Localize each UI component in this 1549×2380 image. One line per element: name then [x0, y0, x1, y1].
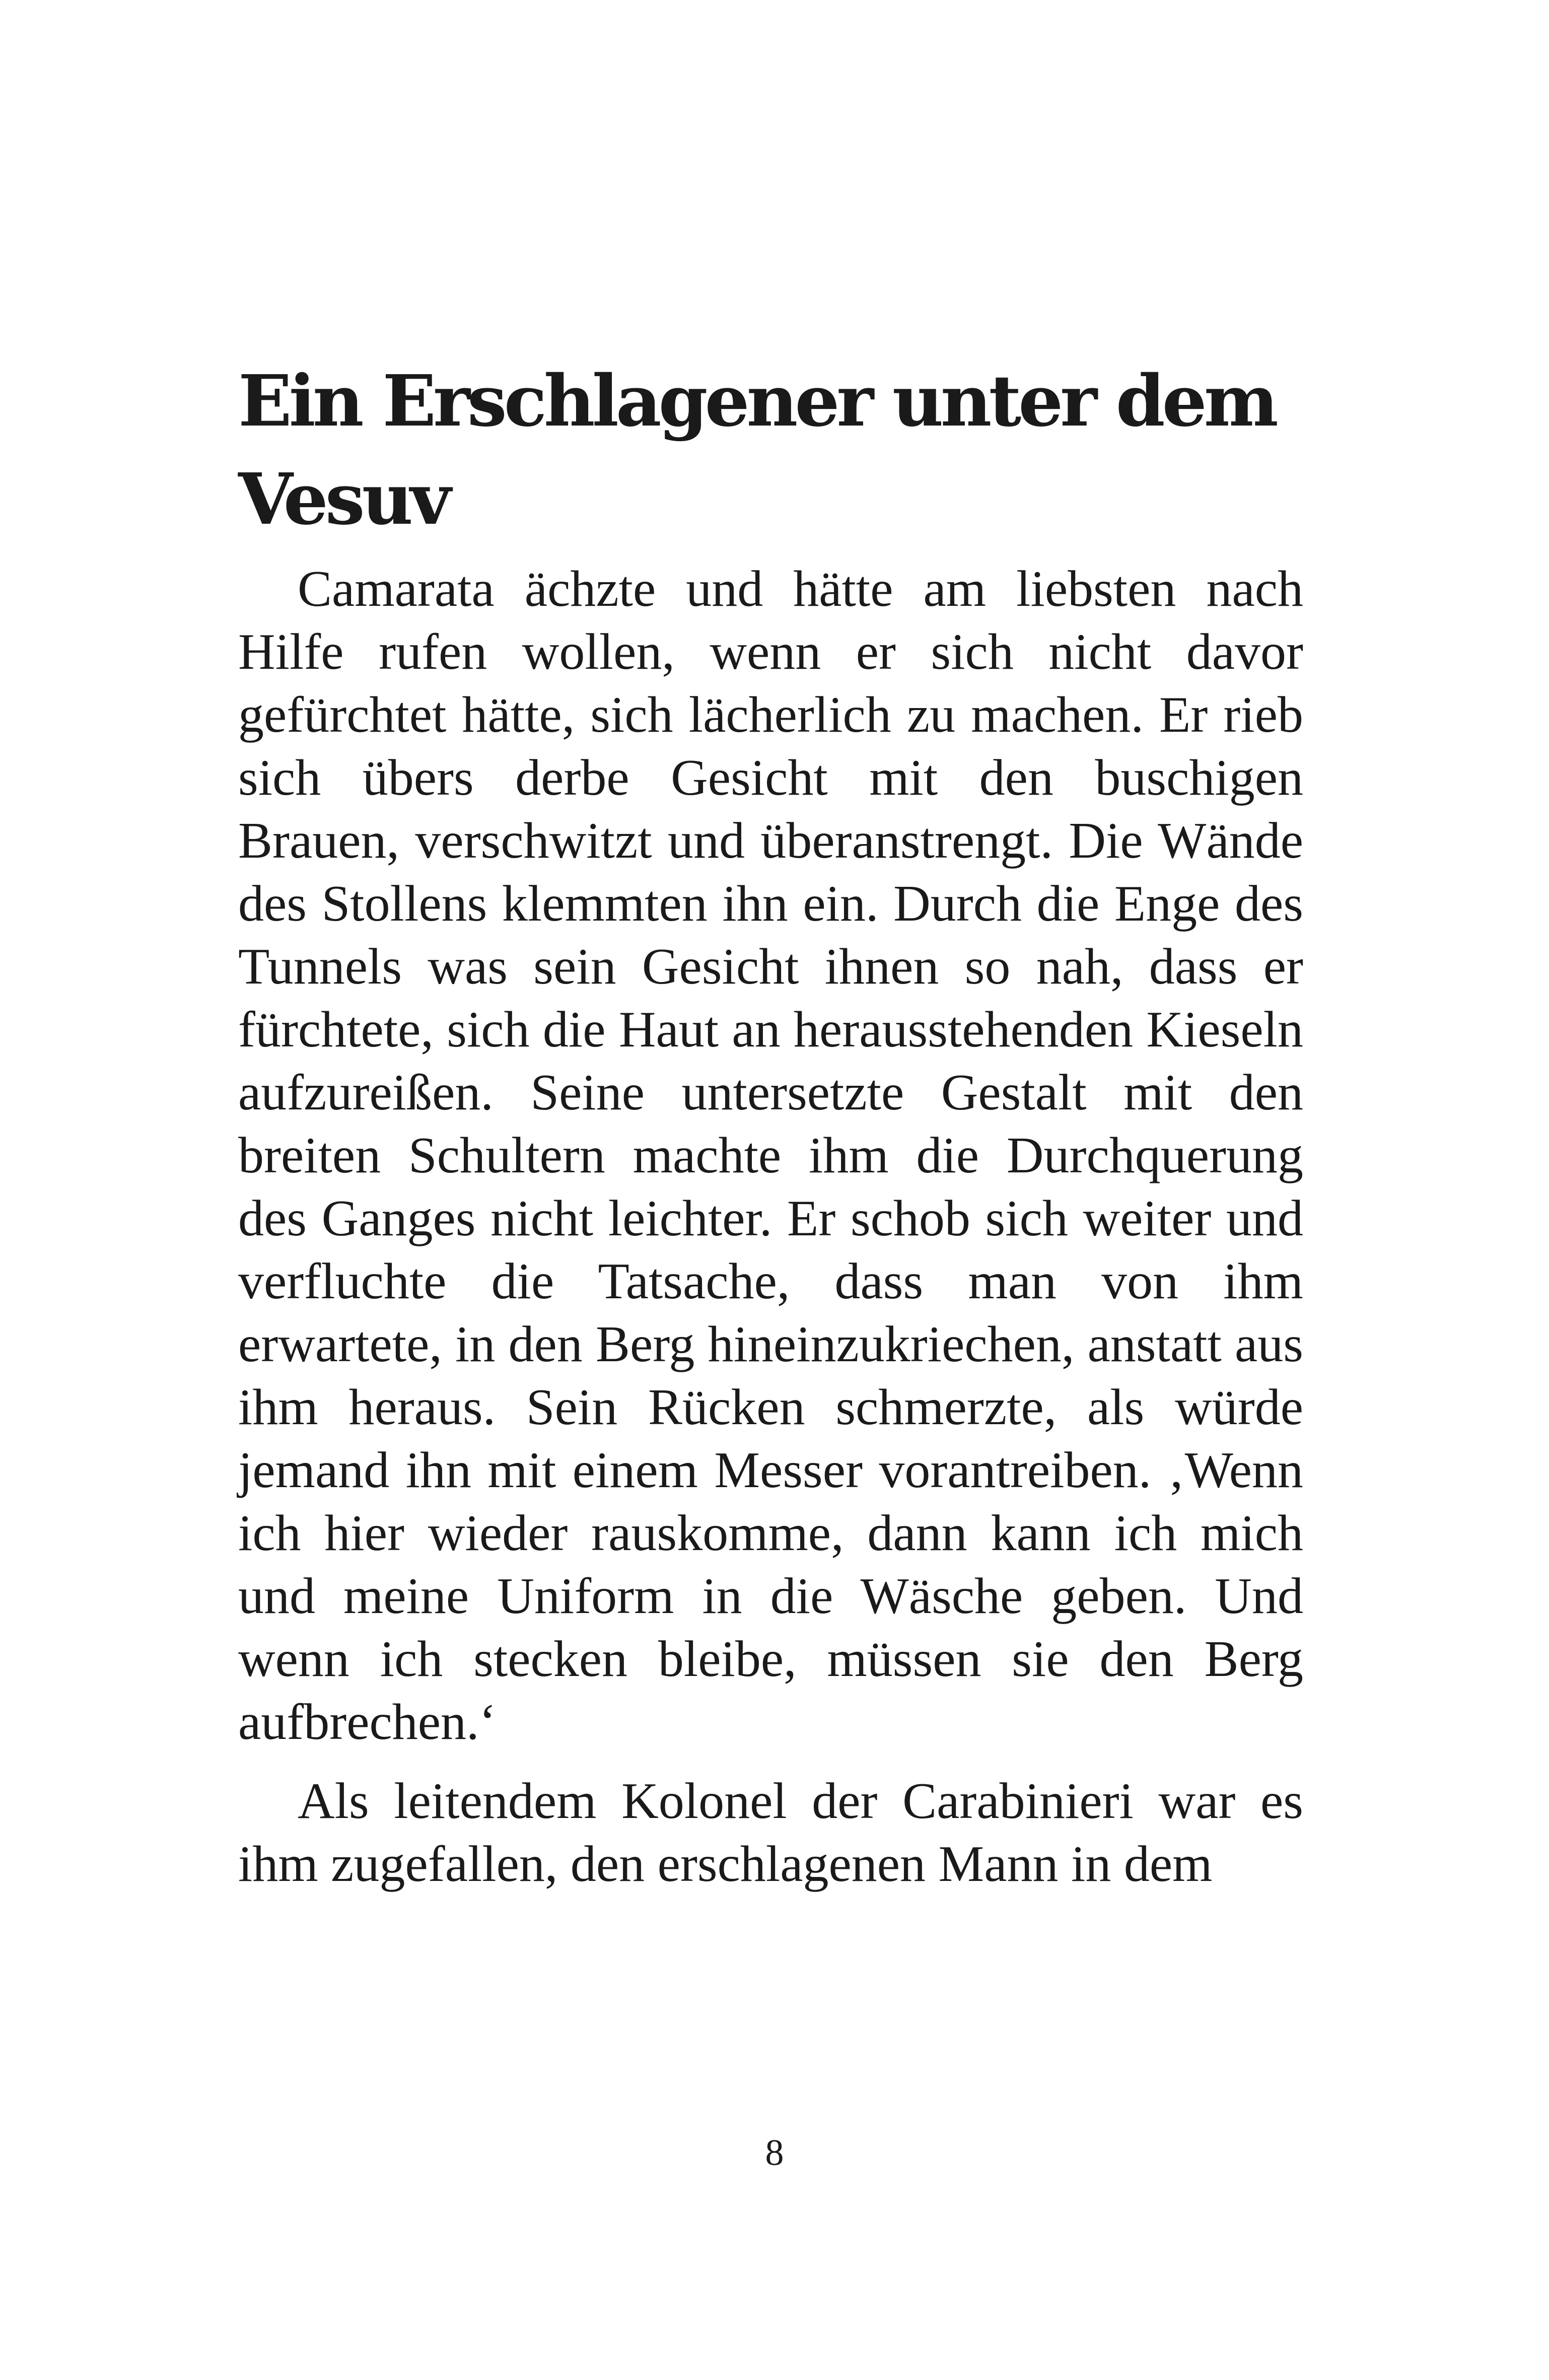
- page-number: 8: [765, 2132, 784, 2174]
- chapter-title: Ein Erschlagener unter dem Vesuv: [238, 360, 1276, 541]
- body-text: [238, 557, 1303, 1896]
- paragraph: Camarata ächzte und hätte am liebsten nach Hilfe rufen wollen, wenn er sich nicht davor gefürchtet hätte, sich lächerlich zu machen. Er rieb sich übers derbe Gesicht mit den buschigen Brauen, verschwitzt und überanstrengt. Die Wände des Stollens klemmten ihn ein. Durch die Enge des Tunnels was sein Gesicht ihnen so nah, dass er fürchtete, sich die Haut an herausstehenden Kieseln aufzureißen. Seine untersetzte Gestalt mit den breiten Schultern machte ihm die Durchquerung des Ganges nicht leichter. Er schob sich weiter und verfluchte die Tatsache, dass man von ihm erwartete, in den Berg hineinzukriechen, anstatt aus ihm heraus. Sein Rücken schmerzte, als würde jemand ihn mit einem Messer vorantreiben. ‚Wenn ich hier wieder rauskomme, dann kann ich mich und meine Uniform in die Wäsche geben. Und wenn ich stecken bleibe, müssen sie den Berg aufbrechen.‘: [238, 561, 1303, 1751]
- paragraph: Als leitendem Kolonel der Carabinieri war es ihm zugefallen, den erschlagenen Mann in dem: [238, 1773, 1303, 1893]
